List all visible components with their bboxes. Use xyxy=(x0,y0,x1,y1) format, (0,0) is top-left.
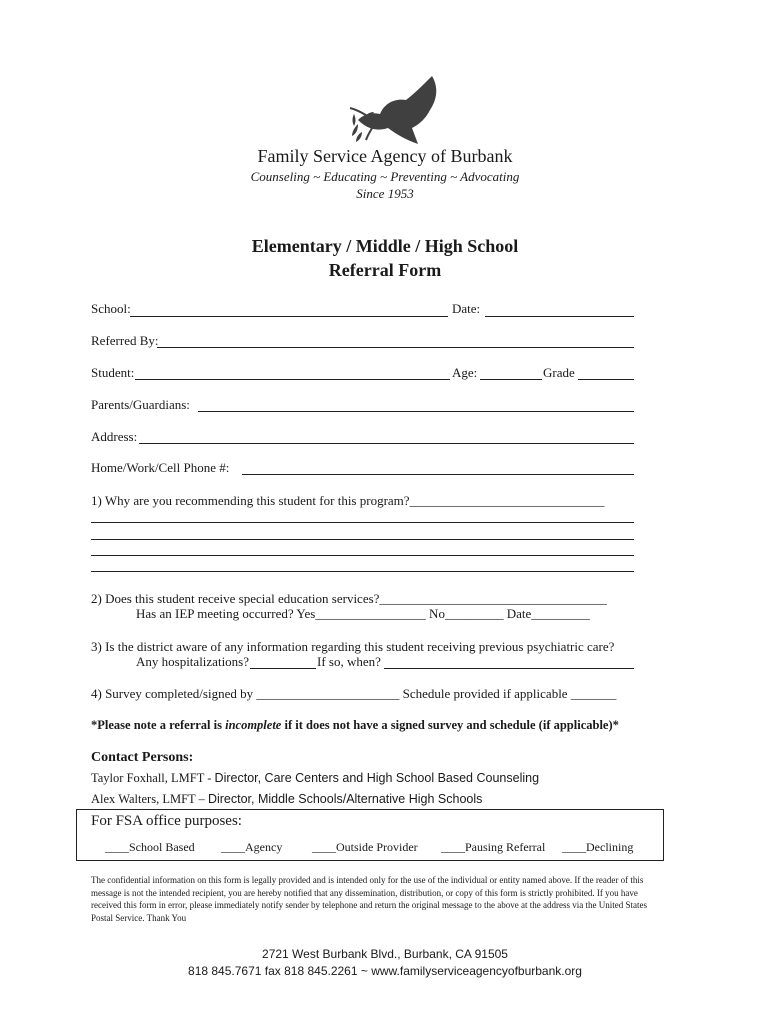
grade-label: Grade xyxy=(543,365,575,380)
founded-year: Since 1953 xyxy=(356,186,414,201)
hospitalizations-field[interactable] xyxy=(250,668,316,669)
answer-line[interactable] xyxy=(91,522,634,523)
age-label: Age: xyxy=(452,365,478,380)
address-label: Address: xyxy=(91,429,138,444)
referred-by-field[interactable] xyxy=(157,347,634,348)
office-use-heading: For FSA office purposes: xyxy=(91,813,242,829)
hospitalizations-label: Any hospitalizations? xyxy=(136,654,250,669)
question-2: 2) Does this student receive special education services?___________________________________ xyxy=(91,591,607,606)
option-outside-provider[interactable]: ____Outside Provider xyxy=(312,840,418,854)
contact-person: Alex Walters, LMFT – Director, Middle Schools/Alternative High Schools xyxy=(91,792,483,806)
contact-person: Taylor Foxhall, LMFT - Director, Care Centers and High School Based Counseling xyxy=(91,771,540,785)
when-field[interactable] xyxy=(384,668,634,669)
question-1: 1) Why are you recommending this student for this program?______________________________ xyxy=(91,493,605,508)
phone-label: Home/Work/Cell Phone #: xyxy=(91,460,230,475)
organization-tagline: Counseling ~ Educating ~ Preventing ~ Advocating xyxy=(250,169,520,184)
student-field[interactable] xyxy=(135,379,450,380)
organization-name: Family Service Agency of Burbank xyxy=(257,146,513,166)
form-title: Elementary / Middle / High School xyxy=(251,236,519,256)
age-field[interactable] xyxy=(480,379,542,380)
school-field[interactable] xyxy=(130,316,448,317)
option-declining[interactable]: ____Declining xyxy=(562,840,634,854)
option-school-based[interactable]: ____School Based xyxy=(105,840,195,854)
address-field[interactable] xyxy=(139,443,634,444)
confidentiality-disclaimer: The confidential information on this form is legally provided and is intended only for the use of the individual or entity named above. If the reader of this message is not the intended recipient, you are hereby notified that any dissemination, distribution, or copy of this form is strictly prohibited. If you have received this form in error, please immediately notify sender by telephone and return the original message to the above at the address via the United States Postal Service. Thank You xyxy=(91,875,647,923)
question-3: 3) Is the district aware of any information regarding this student receiving previous psychiatric care? xyxy=(91,639,615,654)
when-label: If so, when? xyxy=(317,654,381,669)
answer-line[interactable] xyxy=(91,555,634,556)
iep-question: Has an IEP meeting occurred? Yes_________________ No_________ Date_________ xyxy=(136,606,590,621)
answer-line[interactable] xyxy=(91,539,634,540)
option-agency[interactable]: ____Agency xyxy=(221,840,283,854)
contacts-heading: Contact Persons: xyxy=(91,750,194,765)
grade-field[interactable] xyxy=(578,379,634,380)
school-label: School: xyxy=(91,301,131,316)
question-4: 4) Survey completed/signed by ______________________ Schedule provided if applicable _______ xyxy=(91,686,617,701)
phone-field[interactable] xyxy=(242,474,634,475)
option-pausing-referral[interactable]: ____Pausing Referral xyxy=(441,840,546,854)
date-label: Date: xyxy=(452,301,481,316)
date-field[interactable] xyxy=(485,316,634,317)
footer-address: 2721 West Burbank Blvd., Burbank, CA 91505 xyxy=(262,947,508,961)
incomplete-referral-note: *Please note a referral is incomplete if it does not have a signed survey and schedule (if applicable)* xyxy=(91,718,619,732)
form-subtitle: Referral Form xyxy=(328,260,442,280)
answer-line[interactable] xyxy=(91,571,634,572)
referred-by-label: Referred By: xyxy=(91,333,159,348)
parents-label: Parents/Guardians: xyxy=(91,397,190,412)
parents-field[interactable] xyxy=(198,411,634,412)
footer-contact: 818 845.7671 fax 818 845.2261 ~ www.familyserviceagencyofburbank.org xyxy=(188,964,582,978)
student-label: Student: xyxy=(91,365,135,380)
